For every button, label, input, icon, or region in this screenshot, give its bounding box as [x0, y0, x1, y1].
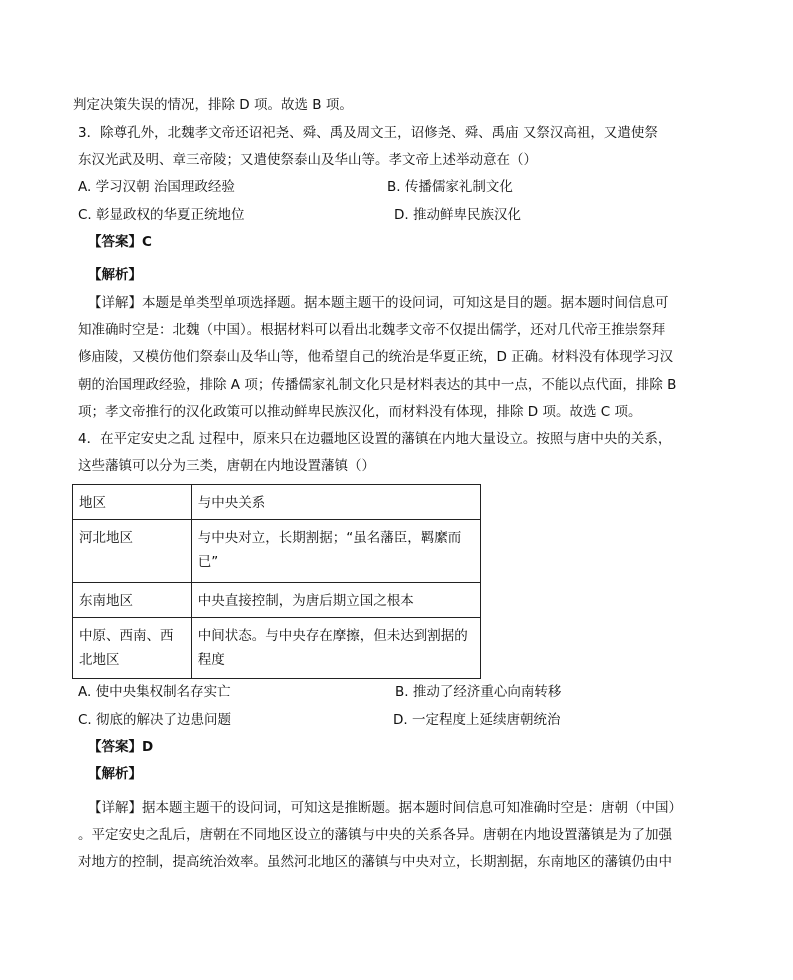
- q4-option-a: A. 使中央集权制名存实亡: [78, 684, 231, 700]
- q3-analysis-line-5: 项；孝文帝推行的汉化政策可以推动鲜卑民族汉化，而材料没有体现，排除 D 项。故选 C 项。: [78, 404, 642, 420]
- q4-answer: 【答案】D: [88, 739, 154, 755]
- table-row: [73, 583, 481, 618]
- table-cell-relation: 中间状态。与中央存在摩擦，但未达到割据的程度: [191, 618, 480, 679]
- q4-analysis-line-1: 【详解】据本题主题干的设问词，可知这是推断题。据本题时间信息可知准确时空是：唐朝（中国）: [88, 800, 682, 816]
- q3-stem-line-2: 东汉光武及明、章三帝陵；又遣使祭泰山及华山等。孝文帝上述举动意在（）: [78, 152, 537, 168]
- q4-stem-line-2: 这些藩镇可以分为三类，唐朝在内地设置藩镇（）: [78, 458, 375, 474]
- q3-option-b: B. 传播儒家礼制文化: [387, 179, 513, 195]
- q4-option-b: B. 推动了经济重心向南转移: [395, 684, 562, 700]
- table-cell-region: 东南地区: [73, 583, 192, 618]
- table-cell-relation: 中央直接控制，为唐后期立国之根本: [191, 583, 480, 618]
- q3-analysis-line-1: 【详解】本题是单类型单项选择题。据本题主题干的设问词，可知这是目的题。据本题时间信息可: [88, 295, 669, 311]
- q3-option-c: C. 彰显政权的华夏正统地位: [78, 207, 245, 223]
- q4-option-c: C. 彻底的解决了边患问题: [78, 712, 232, 728]
- table-header-region: 地区: [73, 485, 192, 520]
- q3-analysis-line-2: 知准确时空是：北魏（中国）。根据材料可以看出北魏孝文帝不仅提出儒学，还对几代帝王推崇祭拜: [78, 322, 666, 338]
- q3-analysis-line-4: 朝的治国理政经验，排除 A 项；传播儒家礼制文化只是材料表达的其中一点，不能以点代面，排除 B: [78, 377, 677, 393]
- q3-stem-line-1: 3．除尊孔外，北魏孝文帝还诏祀尧、舜、禹及周文王，诏修尧、舜、禹庙 又祭汉高祖，又遣使祭: [78, 125, 658, 141]
- q3-answer: 【答案】C: [88, 234, 152, 250]
- previous-answer-tail: 判定决策失误的情况，排除 D 项。故选 B 项。: [73, 97, 353, 113]
- q4-analysis-title: 【解析】: [88, 766, 142, 782]
- table-header-relation: 与中央关系: [191, 485, 480, 520]
- table-row: [73, 520, 481, 583]
- table-row: [73, 618, 481, 679]
- q4-option-d: D. 一定程度上延续唐朝统治: [393, 712, 561, 728]
- table-cell-relation: 与中央对立，长期割据；“虽名藩臣，羁縻而已”: [191, 520, 480, 583]
- q3-option-d: D. 推动鲜卑民族汉化: [394, 207, 521, 223]
- q4-analysis-line-2: 。平定安史之乱后，唐朝在不同地区设立的藩镇与中央的关系各异。唐朝在内地设置藩镇是为了加强: [78, 827, 672, 843]
- table-cell-region: 河北地区: [73, 520, 192, 583]
- table-header-row: [73, 485, 481, 520]
- table-cell-region: 中原、西南、西北地区: [73, 618, 192, 679]
- q4-stem-line-1: 4．在平定安史之乱 过程中，原来只在边疆地区设置的藩镇在内地大量设立。按照与唐中央的关系，: [78, 431, 672, 447]
- relations-table: [72, 484, 481, 679]
- q3-option-a: A. 学习汉朝 治国理政经验: [78, 179, 235, 195]
- q3-analysis-title: 【解析】: [88, 267, 142, 283]
- q3-analysis-line-3: 修庙陵，又模仿他们祭泰山及华山等，他希望自己的统治是华夏正统，D 正确。材料没有体现学习汉: [78, 349, 674, 365]
- q4-analysis-line-3: 对地方的控制，提高统治效率。虽然河北地区的藩镇与中央对立，长期割据，东南地区的藩镇仍由中: [78, 854, 672, 870]
